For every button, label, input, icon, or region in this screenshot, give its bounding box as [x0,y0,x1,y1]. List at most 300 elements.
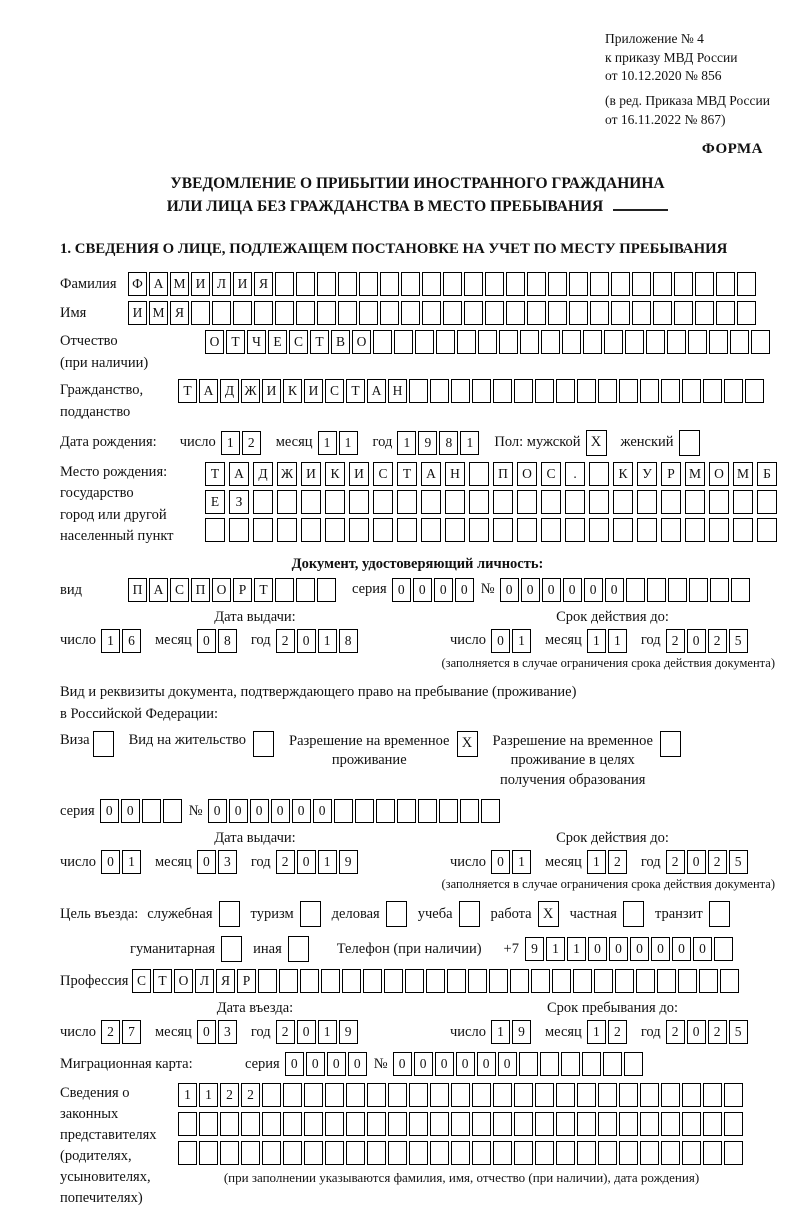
form-cell[interactable] [689,578,708,602]
form-cell[interactable] [317,301,336,325]
form-cell[interactable] [325,1141,344,1165]
form-cell[interactable]: 1 [587,850,606,874]
form-cell[interactable]: 0 [297,850,316,874]
form-cell[interactable] [626,578,645,602]
form-cell[interactable] [716,272,735,296]
residence-expiry-year-cells[interactable] [666,850,750,874]
form-cell[interactable] [619,1141,638,1165]
form-cell[interactable]: 0 [413,578,432,602]
form-cell[interactable] [304,1083,323,1107]
form-cell[interactable]: М [149,301,168,325]
form-cell[interactable]: О [352,330,371,354]
form-cell[interactable]: 2 [708,850,727,874]
form-cell[interactable] [443,272,462,296]
form-cell[interactable] [334,799,353,823]
purpose-work-checkbox[interactable] [538,901,561,927]
form-cell[interactable] [367,1141,386,1165]
form-cell[interactable] [421,518,441,542]
form-cell[interactable]: 0 [100,799,119,823]
form-cell[interactable] [632,272,651,296]
form-cell[interactable] [731,578,750,602]
form-cell[interactable]: X [457,731,478,757]
form-cell[interactable]: 0 [297,629,316,653]
form-cell[interactable]: 0 [306,1052,325,1076]
form-cell[interactable]: Р [233,578,252,602]
form-cell[interactable] [457,330,476,354]
form-cell[interactable] [623,901,644,927]
form-cell[interactable]: Я [216,969,235,993]
form-cell[interactable]: Е [205,490,225,514]
form-cell[interactable] [682,379,701,403]
form-cell[interactable] [724,1141,743,1165]
form-cell[interactable] [380,272,399,296]
form-cell[interactable] [724,1083,743,1107]
form-cell[interactable]: Я [170,301,189,325]
residence-expiry-month-cells[interactable] [587,850,629,874]
form-cell[interactable] [367,1083,386,1107]
form-cell[interactable]: 0 [693,937,712,961]
form-cell[interactable]: 0 [229,799,248,823]
form-cell[interactable] [388,1141,407,1165]
form-cell[interactable] [737,272,756,296]
form-cell[interactable] [325,490,345,514]
profession-cells[interactable] [132,969,741,993]
form-cell[interactable] [535,1083,554,1107]
form-cell[interactable] [229,518,249,542]
form-cell[interactable]: 2 [666,629,685,653]
form-cell[interactable]: 0 [392,578,411,602]
form-cell[interactable]: О [517,462,537,486]
entry-month-cells[interactable] [197,1020,239,1044]
form-cell[interactable] [258,969,277,993]
form-cell[interactable] [421,490,441,514]
form-cell[interactable] [481,799,500,823]
form-cell[interactable] [556,1141,575,1165]
form-cell[interactable] [296,272,315,296]
form-cell[interactable]: 1 [178,1083,197,1107]
migration-series-cells[interactable] [285,1052,369,1076]
form-cell[interactable]: 0 [521,578,540,602]
form-cell[interactable] [359,301,378,325]
form-cell[interactable] [624,1052,643,1076]
form-cell[interactable] [469,490,489,514]
form-cell[interactable] [373,518,393,542]
form-cell[interactable]: 1 [608,629,627,653]
form-cell[interactable] [589,518,609,542]
form-cell[interactable] [499,330,518,354]
residence-number-cells[interactable] [208,799,502,823]
stay-day-cells[interactable] [491,1020,533,1044]
form-cell[interactable] [552,969,571,993]
form-cell[interactable] [556,379,575,403]
form-cell[interactable]: 3 [218,850,237,874]
purpose-private-checkbox[interactable] [623,901,646,927]
form-cell[interactable]: 2 [276,850,295,874]
form-cell[interactable]: Т [254,578,273,602]
form-cell[interactable]: З [229,490,249,514]
form-cell[interactable] [682,1083,701,1107]
form-cell[interactable]: Б [757,462,777,486]
form-cell[interactable] [317,272,336,296]
form-cell[interactable] [460,799,479,823]
form-cell[interactable] [577,1083,596,1107]
form-cell[interactable]: 1 [512,629,531,653]
form-cell[interactable]: 0 [197,850,216,874]
form-cell[interactable] [325,518,345,542]
form-cell[interactable] [535,1141,554,1165]
form-cell[interactable]: 0 [500,578,519,602]
form-cell[interactable] [590,272,609,296]
form-cell[interactable] [590,301,609,325]
form-cell[interactable]: 8 [439,431,458,455]
doc-expiry-year-cells[interactable] [666,629,750,653]
form-cell[interactable] [338,301,357,325]
form-cell[interactable]: 0 [208,799,227,823]
form-cell[interactable] [519,1052,538,1076]
form-cell[interactable] [300,901,321,927]
form-cell[interactable]: А [149,578,168,602]
stay-year-cells[interactable] [666,1020,750,1044]
form-cell[interactable]: 0 [434,578,453,602]
representatives-cells-row1[interactable] [178,1083,745,1107]
birth-place-cells-row3[interactable] [205,518,781,542]
form-cell[interactable] [443,301,462,325]
form-cell[interactable] [233,301,252,325]
residence-series-cells[interactable] [100,799,184,823]
form-cell[interactable]: Ч [247,330,266,354]
form-cell[interactable] [646,330,665,354]
doc-issue-year-cells[interactable] [276,629,360,653]
form-cell[interactable]: 1 [567,937,586,961]
form-cell[interactable] [283,1112,302,1136]
form-cell[interactable] [535,379,554,403]
form-cell[interactable] [682,1141,701,1165]
form-cell[interactable] [325,1112,344,1136]
form-cell[interactable] [321,969,340,993]
form-cell[interactable]: 0 [197,629,216,653]
form-cell[interactable] [409,1083,428,1107]
form-cell[interactable] [253,731,274,757]
form-cell[interactable]: 2 [708,1020,727,1044]
form-cell[interactable] [355,799,374,823]
form-cell[interactable] [573,969,592,993]
form-cell[interactable] [376,799,395,823]
form-cell[interactable]: С [541,462,561,486]
form-cell[interactable]: 2 [242,431,261,455]
form-cell[interactable]: Т [226,330,245,354]
given-name-cells[interactable] [128,301,758,325]
form-cell[interactable] [506,272,525,296]
doc-issue-month-cells[interactable] [197,629,239,653]
form-cell[interactable] [709,518,729,542]
doc-expiry-day-cells[interactable] [491,629,533,653]
form-cell[interactable] [325,1083,344,1107]
form-cell[interactable]: X [586,430,607,456]
form-cell[interactable]: 1 [397,431,416,455]
form-cell[interactable]: Т [178,379,197,403]
doc-expiry-month-cells[interactable] [587,629,629,653]
form-cell[interactable] [598,379,617,403]
form-cell[interactable] [288,936,309,962]
form-cell[interactable]: Л [212,272,231,296]
form-cell[interactable]: 0 [672,937,691,961]
form-cell[interactable] [445,518,465,542]
form-cell[interactable] [493,379,512,403]
form-cell[interactable]: П [493,462,513,486]
form-cell[interactable] [733,518,753,542]
form-cell[interactable]: 0 [250,799,269,823]
birth-year-cells[interactable] [397,431,481,455]
form-cell[interactable] [254,301,273,325]
form-cell[interactable]: 2 [241,1083,260,1107]
form-cell[interactable] [275,301,294,325]
form-cell[interactable]: 0 [313,799,332,823]
entry-year-cells[interactable] [276,1020,360,1044]
form-cell[interactable] [688,330,707,354]
form-cell[interactable]: Т [205,462,225,486]
form-cell[interactable]: О [205,330,224,354]
birth-month-cells[interactable] [318,431,360,455]
form-cell[interactable] [346,1083,365,1107]
form-cell[interactable]: 0 [584,578,603,602]
form-cell[interactable] [359,272,378,296]
form-cell[interactable] [514,1141,533,1165]
form-cell[interactable]: 2 [276,1020,295,1044]
form-cell[interactable] [577,379,596,403]
form-cell[interactable] [619,1083,638,1107]
form-cell[interactable]: Ж [241,379,260,403]
form-cell[interactable] [657,969,676,993]
form-cell[interactable]: А [149,272,168,296]
form-cell[interactable]: 0 [101,850,120,874]
form-cell[interactable] [733,490,753,514]
form-cell[interactable]: О [212,578,231,602]
doc-series-cells[interactable] [392,578,476,602]
form-cell[interactable] [540,1052,559,1076]
form-cell[interactable]: 2 [608,850,627,874]
form-cell[interactable]: Т [397,462,417,486]
form-cell[interactable]: 0 [630,937,649,961]
form-cell[interactable]: С [132,969,151,993]
form-cell[interactable] [582,1052,601,1076]
form-cell[interactable] [541,490,561,514]
form-cell[interactable]: К [613,462,633,486]
form-cell[interactable]: М [685,462,705,486]
form-cell[interactable] [430,1083,449,1107]
purpose-tourism-checkbox[interactable] [300,901,323,927]
form-cell[interactable]: 0 [477,1052,496,1076]
form-cell[interactable] [380,301,399,325]
form-cell[interactable] [277,490,297,514]
form-cell[interactable] [493,490,513,514]
form-cell[interactable] [640,1112,659,1136]
residence-expiry-day-cells[interactable] [491,850,533,874]
form-cell[interactable]: 1 [318,431,337,455]
form-cell[interactable]: У [637,462,657,486]
form-cell[interactable] [493,1083,512,1107]
form-cell[interactable] [619,1112,638,1136]
form-cell[interactable]: 2 [101,1020,120,1044]
stay-month-cells[interactable] [587,1020,629,1044]
form-cell[interactable] [685,490,705,514]
form-cell[interactable] [275,272,294,296]
form-cell[interactable]: И [128,301,147,325]
form-cell[interactable] [221,936,242,962]
form-cell[interactable] [219,901,240,927]
form-cell[interactable]: Д [220,379,239,403]
form-cell[interactable]: 9 [339,850,358,874]
form-cell[interactable]: 0 [348,1052,367,1076]
form-cell[interactable]: Е [268,330,287,354]
form-cell[interactable]: 0 [285,1052,304,1076]
form-cell[interactable]: 8 [339,629,358,653]
form-cell[interactable]: 5 [729,629,748,653]
form-cell[interactable] [561,1052,580,1076]
form-cell[interactable]: 1 [339,431,358,455]
form-cell[interactable]: 0 [491,850,510,874]
form-cell[interactable] [565,490,585,514]
form-cell[interactable] [556,1083,575,1107]
form-cell[interactable]: Ж [277,462,297,486]
form-cell[interactable] [384,969,403,993]
form-cell[interactable] [493,1112,512,1136]
form-cell[interactable] [472,1083,491,1107]
form-cell[interactable] [565,518,585,542]
form-cell[interactable] [405,969,424,993]
form-cell[interactable] [301,518,321,542]
form-cell[interactable]: П [128,578,147,602]
form-cell[interactable] [695,301,714,325]
form-cell[interactable] [598,1141,617,1165]
form-cell[interactable]: 0 [121,799,140,823]
form-cell[interactable] [447,969,466,993]
form-cell[interactable]: П [191,578,210,602]
form-cell[interactable]: В [331,330,350,354]
form-cell[interactable] [517,518,537,542]
form-cell[interactable] [485,272,504,296]
form-cell[interactable] [514,1083,533,1107]
form-cell[interactable]: 9 [525,937,544,961]
form-cell[interactable] [678,969,697,993]
entry-day-cells[interactable] [101,1020,143,1044]
form-cell[interactable] [661,1112,680,1136]
form-cell[interactable] [338,272,357,296]
form-cell[interactable] [569,301,588,325]
form-cell[interactable]: Р [661,462,681,486]
form-cell[interactable] [296,301,315,325]
form-cell[interactable] [349,518,369,542]
form-cell[interactable]: И [304,379,323,403]
form-cell[interactable] [661,490,681,514]
form-cell[interactable] [661,518,681,542]
form-cell[interactable] [472,1112,491,1136]
form-cell[interactable] [709,330,728,354]
form-cell[interactable]: 0 [651,937,670,961]
form-cell[interactable] [637,518,657,542]
form-cell[interactable] [493,1141,512,1165]
purpose-official-checkbox[interactable] [219,901,242,927]
form-cell[interactable]: 2 [220,1083,239,1107]
form-cell[interactable] [205,518,225,542]
form-cell[interactable] [142,799,161,823]
form-cell[interactable] [589,490,609,514]
form-cell[interactable]: М [733,462,753,486]
form-cell[interactable]: 9 [512,1020,531,1044]
form-cell[interactable]: А [421,462,441,486]
form-cell[interactable]: И [301,462,321,486]
form-cell[interactable] [469,462,489,486]
form-cell[interactable] [751,330,770,354]
form-cell[interactable] [373,490,393,514]
form-cell[interactable]: 0 [687,850,706,874]
form-cell[interactable] [703,1141,722,1165]
form-cell[interactable] [388,1112,407,1136]
phone-cells[interactable] [525,937,735,961]
form-cell[interactable] [531,969,550,993]
form-cell[interactable]: 1 [546,937,565,961]
form-cell[interactable] [514,1112,533,1136]
form-cell[interactable] [178,1112,197,1136]
edu-permit-checkbox[interactable] [660,731,683,757]
form-cell[interactable] [619,379,638,403]
form-cell[interactable] [469,518,489,542]
form-cell[interactable] [275,578,294,602]
form-cell[interactable] [660,731,681,757]
birth-day-cells[interactable] [221,431,263,455]
form-cell[interactable] [615,969,634,993]
form-cell[interactable]: 1 [221,431,240,455]
form-cell[interactable] [613,518,633,542]
form-cell[interactable]: К [325,462,345,486]
form-cell[interactable]: 0 [687,1020,706,1044]
form-cell[interactable] [397,490,417,514]
form-cell[interactable] [548,301,567,325]
form-cell[interactable]: Т [153,969,172,993]
form-cell[interactable] [636,969,655,993]
form-cell[interactable] [757,490,777,514]
form-cell[interactable]: Л [195,969,214,993]
form-cell[interactable] [409,1112,428,1136]
form-cell[interactable]: Т [346,379,365,403]
form-cell[interactable] [625,330,644,354]
form-cell[interactable] [279,969,298,993]
representatives-cells-row3[interactable] [178,1141,745,1165]
form-cell[interactable]: 2 [608,1020,627,1044]
form-cell[interactable] [603,1052,622,1076]
form-cell[interactable] [489,969,508,993]
form-cell[interactable] [451,379,470,403]
form-cell[interactable] [647,578,666,602]
form-cell[interactable] [510,969,529,993]
form-cell[interactable] [277,518,297,542]
form-cell[interactable]: 0 [297,1020,316,1044]
form-cell[interactable] [745,379,764,403]
form-cell[interactable] [716,301,735,325]
form-cell[interactable] [703,1112,722,1136]
form-cell[interactable] [301,490,321,514]
form-cell[interactable] [541,518,561,542]
form-cell[interactable]: 0 [687,629,706,653]
purpose-other-checkbox[interactable] [288,936,311,962]
form-cell[interactable] [527,272,546,296]
form-cell[interactable]: 1 [587,1020,606,1044]
form-cell[interactable] [430,1141,449,1165]
form-cell[interactable] [241,1112,260,1136]
form-cell[interactable] [661,379,680,403]
surname-cells[interactable] [128,272,758,296]
form-cell[interactable]: 0 [542,578,561,602]
form-cell[interactable] [373,330,392,354]
